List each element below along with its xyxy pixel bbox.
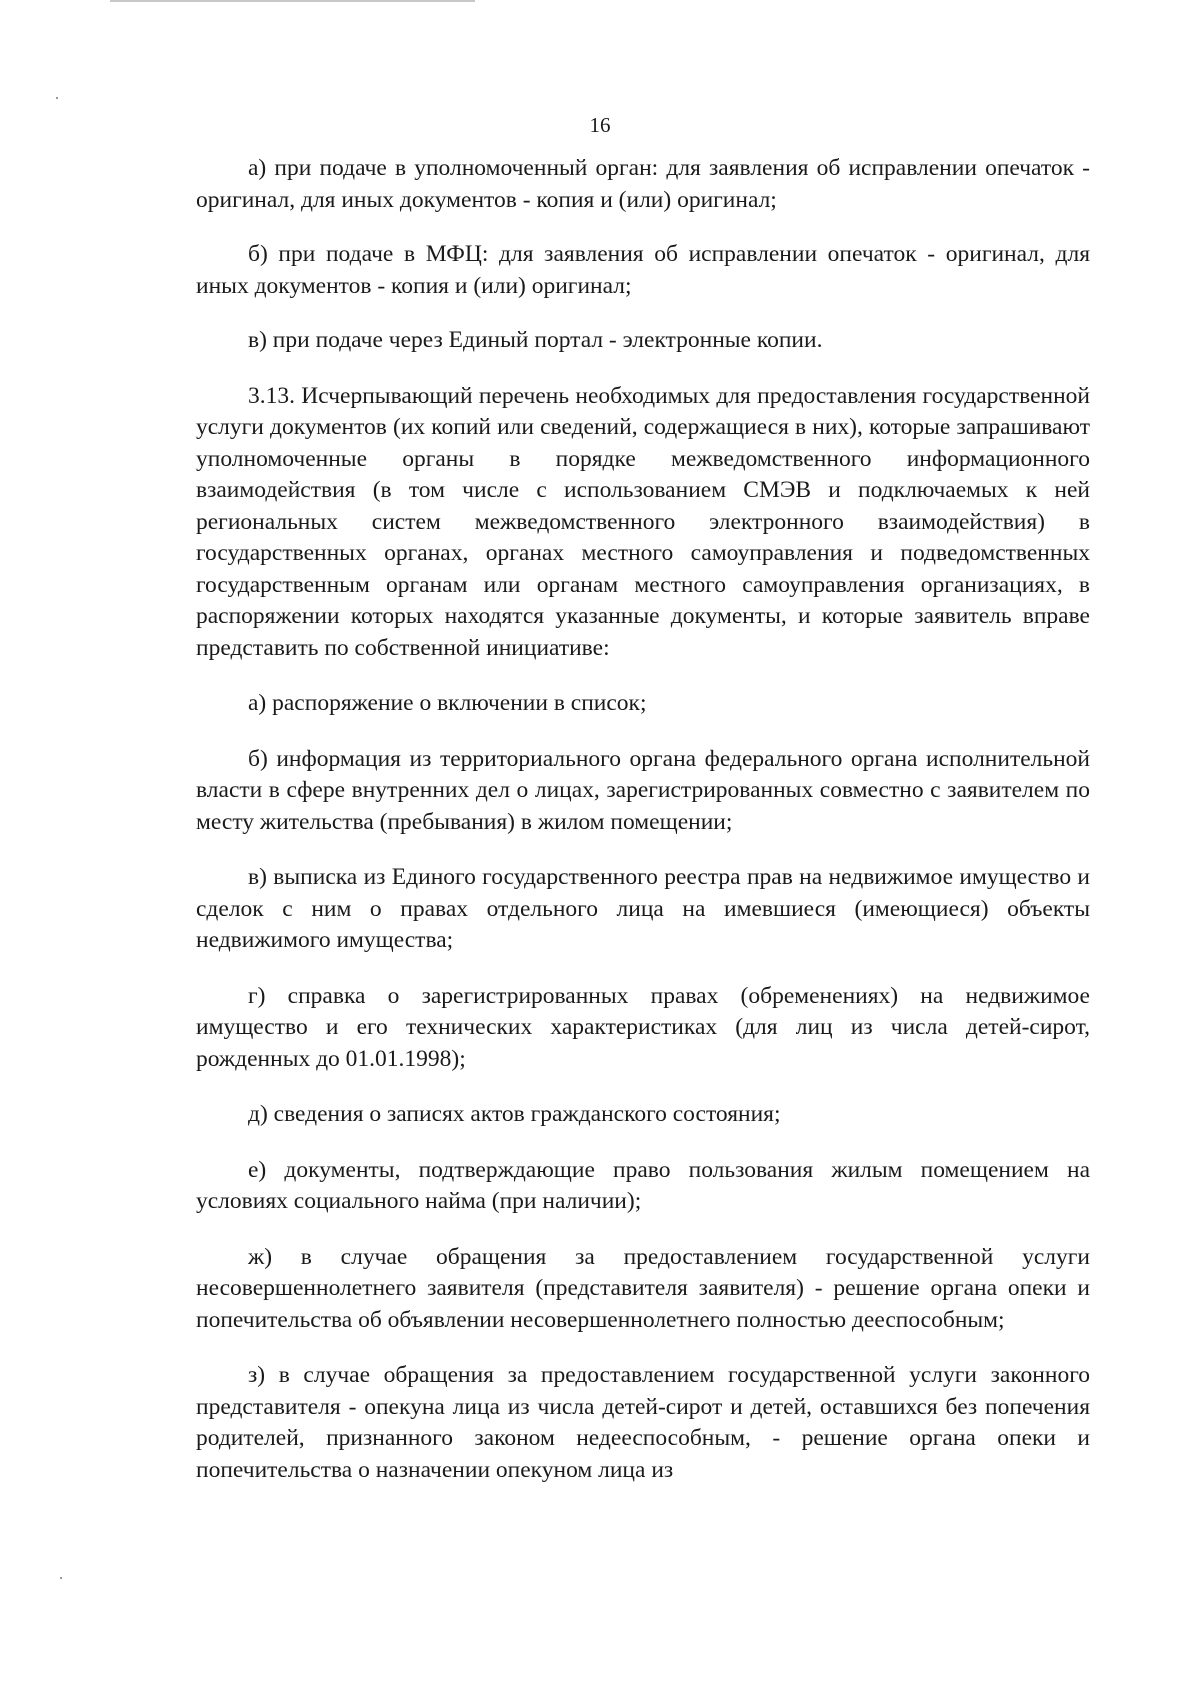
paragraph-b-mfc: б) при подаче в МФЦ: для заявления об исправлении опечаток - оригинал, для иных документов - копия и (или) оригинал; [196, 241, 1090, 299]
list-item-g: г) справка о зарегистрированных правах (обременениях) на недвижимое имущество и его технических характеристиках (для лиц из числа детей-сирот, рожденных до 01.01.1998); [196, 982, 1090, 1072]
list-item-a: а) распоряжение о включении в список; [248, 690, 647, 716]
scan-edge-line [110, 0, 475, 2]
list-item-zh: ж) в случае обращения за предоставлением государственной услуги несовершеннолетнего заявителя (представителя заявителя) - решение органа опеки и попечительства об объявлении несовершеннолетнего полностью дееспособным; [196, 1243, 1090, 1333]
paragraph-a-authority: а) при подаче в уполномоченный орган: для заявления об исправлении опечаток - оригинал, для иных документов - копия и (или) оригинал; [196, 155, 1090, 213]
list-item-d: д) сведения о записях актов гражданского состояния; [248, 1101, 781, 1127]
scan-speck [56, 97, 58, 99]
document-body [196, 153, 1090, 1486]
list-item-b: б) информация из территориального органа федерального органа исполнительной власти в сфере внутренних дел о лицах, зарегистрированных совместно с заявителем по месту жительства (пребывания) в жилом помещении; [196, 745, 1090, 835]
list-item-v: в) выписка из Единого государственного реестра прав на недвижимое имущество и сделок с ним о правах отдельного лица на имевшиеся (имеющиеся) объекты недвижимого имущества; [196, 864, 1090, 953]
list-item-e: е) документы, подтверждающие право пользования жилым помещением на условиях социального найма (при наличии); [196, 1156, 1090, 1214]
list-item-z: з) в случае обращения за предоставлением государственной услуги законного представителя - опекуна лица из числа детей-сирот и детей, оставшихся без попечения родителей, признанного законом недееспособным, - решение органа опеки и попечительства о назначении опекуном лица из [196, 1362, 1090, 1483]
paragraph-v-portal: в) при подаче через Единый портал - электронные копии. [248, 327, 823, 353]
scan-speck [60, 1577, 62, 1579]
page-number: 16 [589, 113, 611, 137]
paragraph-3-13: 3.13. Исчерпывающий перечень необходимых для предоставления государственной услуги документов (их копий или сведений, содержащиеся в них), которые запрашивают уполномоченные органы в порядке межведомственного информационного взаимодействия (в том числе с использованием СМЭВ и подключаемых к ней региональных систем межведомственного электронного взаимодействия) в государственных органах, органах местного самоуправления и подведомственных государственным органам или органам местного самоуправления организациях, в распоряжении которых находятся указанные документы, и которые заявитель вправе представить по собственной инициативе: [196, 382, 1090, 661]
